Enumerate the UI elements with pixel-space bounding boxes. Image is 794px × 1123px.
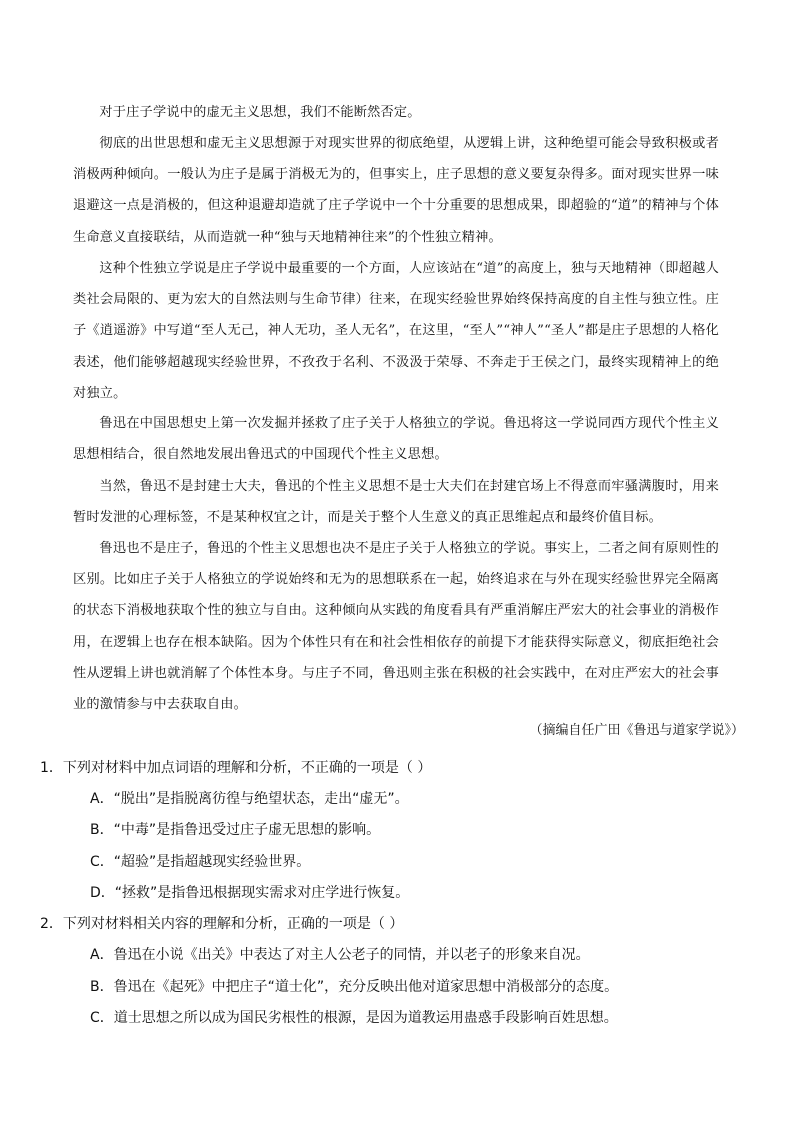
question-stem: 1．下列对材料中加点词语的理解和分析，不正确的一项是（ ）: [40, 760, 432, 776]
answer-option[interactable]: B．鲁迅在《起死》中把庄子“道士化”，充分反映出他对道家思想中消极部分的态度。: [90, 979, 619, 995]
passage-paragraph-3: 这种个性独立学说是庄子学说中最重要的一个方面，人应该站在“道”的高度上，独与天地精神（即超越人类社会局限的、更为宏大的自然法则与生命节律）往来，在现实经验世界始终保持高度的自主性与独立性。庄子《逍遥游》中写道“至人无己，神人无功，圣人无名”，在这里，“至人”“神人”“圣人”都是庄子思想的人格化表述，他们能够超越现实经验世界，不孜孜于名利、不汲汲于荣辱、不奔走于王侯之门，最终实现精神上的绝对独立。: [73, 261, 719, 401]
answer-option[interactable]: D．“拯救”是指鲁迅根据现实需求对庄学进行恢复。: [90, 885, 410, 901]
passage-paragraph-2: 彻底的出世思想和虚无主义思想源于对现实世界的彻底绝望，从逻辑上讲，这种绝望可能会导致积极或者消极两种倾向。一般认为庄子是属于消极无为的，但事实上，庄子思想的意义要复杂得多。面对现实世界一味退避这一点是消极的，但这种退避却造就了庄子学说中一个十分重要的思想成果，即超验的“道”的精神与个体生命意义直接联结，从而造就一种“独与天地精神往来”的个性独立精神。: [73, 136, 719, 245]
passage-paragraph-1: 对于庄子学说中的虚无主义思想，我们不能断然否定。: [99, 105, 421, 120]
answer-option[interactable]: C．道士思想之所以成为国民劣根性的根源，是因为道教运用蛊惑手段影响百姓思想。: [90, 1010, 618, 1026]
answer-option[interactable]: C．“超验”是指超越现实经验世界。: [90, 854, 311, 870]
answer-option[interactable]: A．鲁迅在小说《出关》中表达了对主人公老子的同情，并以老子的形象来自况。: [90, 947, 590, 963]
answer-option[interactable]: B．“中毒”是指鲁迅受过庄子虚无思想的影响。: [90, 822, 381, 838]
passage-paragraph-4: 鲁迅在中国思想史上第一次发掘并拯救了庄子关于人格独立的学说。鲁迅将这一学说同西方现代个性主义思想相结合，很自然地发展出鲁迅式的中国现代个性主义思想。: [73, 416, 719, 463]
question-stem: 2．下列对材料相关内容的理解和分析，正确的一项是（ ）: [40, 916, 404, 932]
answer-option[interactable]: A．“脱出”是指脱离彷徨与绝望状态，走出“虚无”。: [90, 791, 409, 807]
source-citation: （摘编自任广田《鲁迅与道家学说》）: [529, 723, 744, 738]
passage-paragraph-6: 鲁迅也不是庄子，鲁迅的个性主义思想也决不是庄子关于人格独立的学说。事实上，二者之间有原则性的区别。比如庄子关于人格独立的学说始终和无为的思想联系在一起，始终追求在与外在现实经验世界完全隔离的状态下消极地获取个性的独立与自由。这种倾向从实践的角度看具有严重消解庄严宏大的社会事业的消极作用，在逻辑上也存在根本缺陷。因为个体性只有在和社会性相依存的前提下才能获得实际意义，彻底拒绝社会性从逻辑上讲也就消解了个体性本身。与庄子不同，鲁迅则主张在积极的社会实践中，在对庄严宏大的社会事业的激情参与中去获取自由。: [73, 541, 719, 713]
passage-paragraph-5: 当然，鲁迅不是封建士大夫，鲁迅的个性主义思想不是士大夫们在封建官场上不得意而牢骚满腹时，用来暂时发泄的心理标签，不是某种权宜之计，而是关于整个人生意义的真正思维起点和最终价值目标。: [73, 479, 719, 526]
